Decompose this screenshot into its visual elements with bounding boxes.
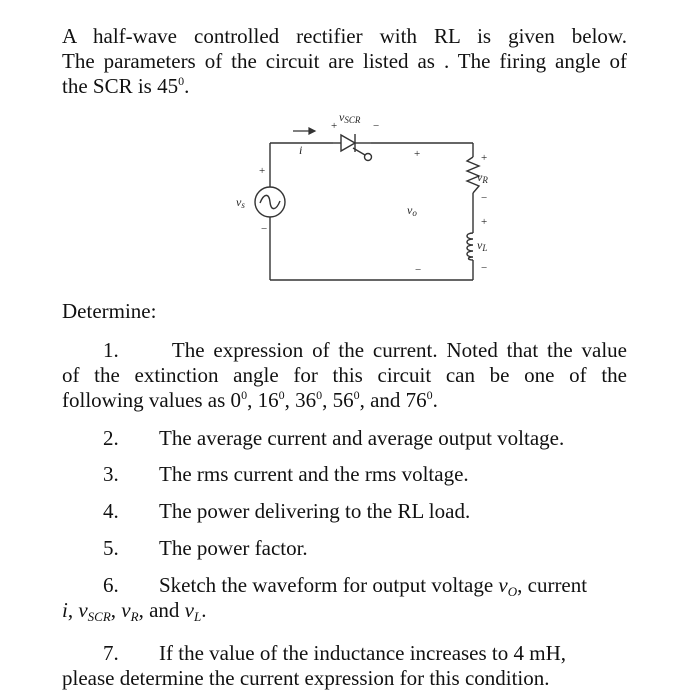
item-1-line-1: 1. The expression of the current. Noted that the value [103,338,628,362]
ac-source-icon [255,187,285,217]
item-6-line-1: 6. Sketch the waveform for output voltage $v_O$, current [103,573,588,599]
vo-minus: − [415,264,422,276]
current-arrow-icon [293,128,315,134]
current-label: i [299,143,303,157]
vo-label: vo [407,203,417,218]
vs-label: vs [236,195,245,210]
vr-minus: − [481,192,488,204]
vr-plus: + [481,152,488,164]
item-2: 2. The average current and average output voltage. [103,426,565,450]
intro-line-1: A half-wave controlled rectifier with RL is given below. [62,24,627,48]
circuit-diagram [225,105,505,295]
vscr-minus: − [373,120,380,132]
item-7-line-1: 7. If the value of the inductance increases to 4 mH, [103,641,567,665]
vscr-plus: + [331,120,338,132]
vr-label: vR [477,170,488,185]
vl-plus: + [481,216,488,228]
intro-line-2: The parameters of the circuit are listed as . The firing angle of [62,49,627,73]
determine-heading: Determine: [62,299,157,323]
vl-label: vL [477,238,488,253]
vscr-label: vSCR [339,110,361,125]
item-1-line-3: following values as $0^0$, $16^0$, $36^0$, $56^0$, and $76^0$. [62,388,438,412]
scr-icon [333,134,372,161]
item-3: 3. The rms current and the rms voltage. [103,462,469,486]
item-1-line-2: of the extinction angle for this circuit can be one of the [62,363,627,387]
vo-plus: + [414,148,421,160]
vs-minus: − [261,223,268,235]
item-5: 5. The power factor. [103,536,308,560]
inductor-icon [467,233,473,260]
item-7-line-2: please determine the current expression for this condition. [62,666,550,690]
vs-plus: + [259,165,266,177]
item-6-line-2: i, $v_{SCR}$, $v_R$, and $v_L$. [62,598,207,624]
item-4: 4. The power delivering to the RL load. [103,499,471,523]
intro-line-3: the SCR is $45^0$. [62,74,190,98]
vl-minus: − [481,262,488,274]
